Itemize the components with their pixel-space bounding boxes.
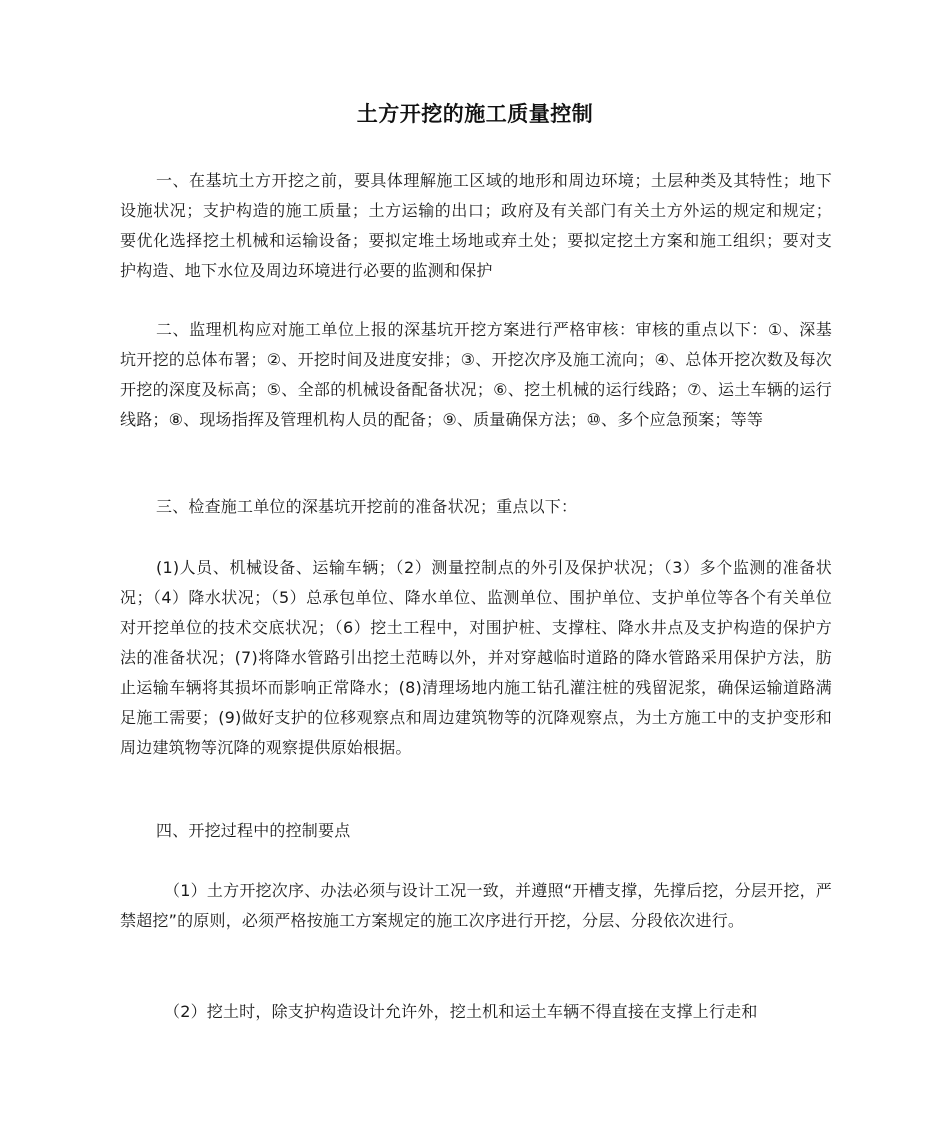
paragraph-2: 二、监理机构应对施工单位上报的深基坑开挖方案进行严格审核：审核的重点以下：①、深基坑开挖的总体布署；②、开挖时间及进度安排；③、开挖次序及施工流向；④、总体开挖次数及每次开挖的深度及标高；⑤、全部的机械设备配备状况；⑥、挖土机械的运行线路；⑦、运土车辆的运行线路；⑧、现场指挥及管理机构人员的配备；⑨、质量确保方法；⑩、多个应急预案；等等 xyxy=(120,320,832,429)
paragraph-5: 四、开挖过程中的控制要点 xyxy=(156,821,351,840)
paragraph-7: （2）挖土时，除支护构造设计允许外，挖土机和运土车辆不得直接在支撑上行走和 xyxy=(164,1002,758,1021)
paragraph-4: (1)人员、机械设备、运输车辆；（2）测量控制点的外引及保护状况；（3）多个监测的准备状况；（4）降水状况；（5）总承包单位、降水单位、监测单位、围护单位、支护单位等各个有关单位对开挖单位的技术交底状况；（6）挖土工程中，对围护桩、支撑柱、降水井点及支护构造的保护方法的准备状况；(7)将降水管路引出挖土范畴以外，并对穿越临时道路的降水管路采用保护方法，肪止运输车辆将其损坏而影响正常降水；(8)清理场地内施工钻孔灌注桩的残留泥浆，确保运输道路满足施工需要；(9)做好支护的位移观察点和周边建筑物等的沉降观察点，为土方施工中的支护变形和周边建筑物等沉降的观察提供原始根据。 xyxy=(120,558,832,757)
document-title: 土方开挖的施工质量控制 xyxy=(356,102,594,126)
paragraph-1: 一、在基坑土方开挖之前，要具体理解施工区域的地形和周边环境；土层种类及其特性；地下设施状况；支护构造的施工质量；土方运输的出口；政府及有关部门有关土方外运的规定和规定；要优化选择挖土机械和运输设备；要拟定堆土场地或弃土处；要拟定挖土方案和施工组织；要对支护构造、地下水位及周边环境进行必要的监测和保护 xyxy=(120,171,832,280)
paragraph-6: （1）土方开挖次序、办法必须与设计工况一致，并遵照“开槽支撑，先撑后挖，分层开挖，严禁超挖”的原则，必须严格按施工方案规定的施工次序进行开挖，分层、分段依次进行。 xyxy=(120,881,832,930)
paragraph-3: 三、检查施工单位的深基坑开挖前的准备状况；重点以下： xyxy=(156,497,578,516)
